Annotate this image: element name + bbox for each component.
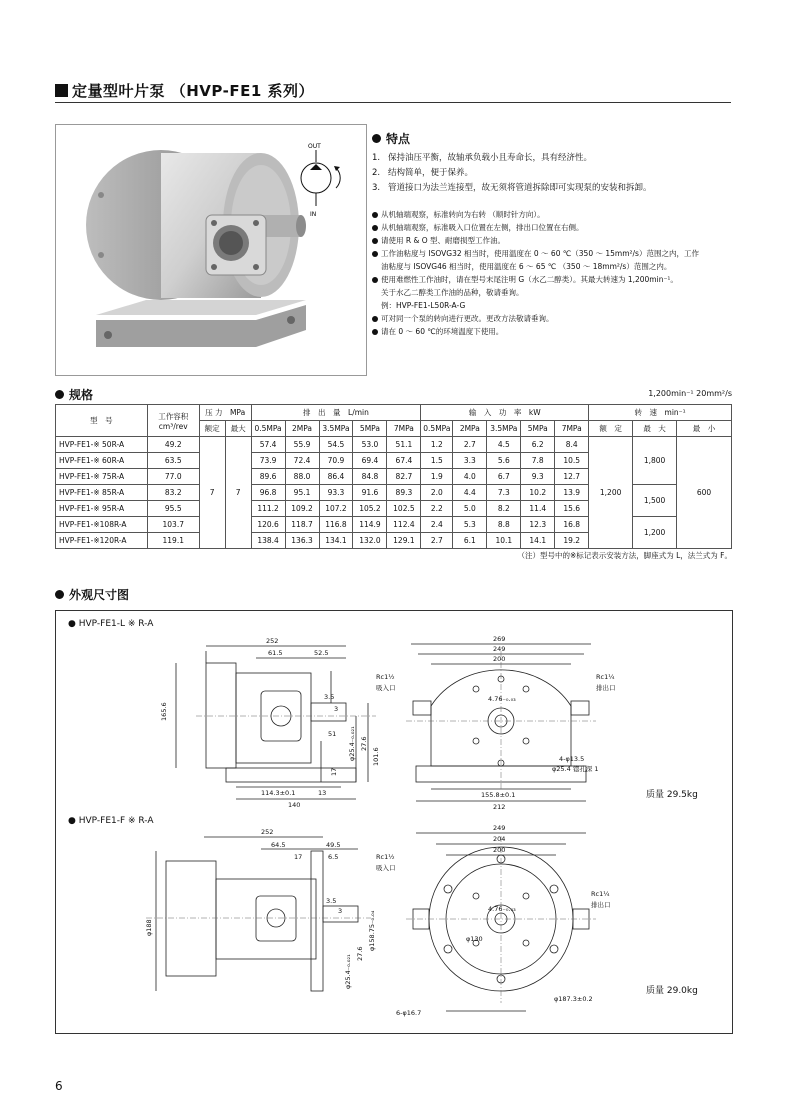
col-press-rated: 额定 <box>199 421 225 437</box>
svg-text:3.5: 3.5 <box>326 897 337 905</box>
table-row: HVP-FE1-※108R-A 103.7 120.6 118.7 116.8 114.9 112.4 2.4 5.3 8.8 12.3 16.8 1,200 <box>56 517 732 533</box>
note-item: 从机轴端观察，标准吸入口位置在左侧，排出口位置在右侧。 <box>372 221 734 234</box>
svg-text:4-φ13.5: 4-φ13.5 <box>559 755 585 763</box>
svg-text:114.3±0.1: 114.3±0.1 <box>261 789 296 797</box>
page-number: 6 <box>55 1079 63 1093</box>
svg-text:52.5: 52.5 <box>314 649 329 657</box>
list-item: 1. 保持油压平衡，故轴承负载小且寿命长，具有经济性。 <box>372 153 593 163</box>
table-row: HVP-FE1-※ 75R-A 77.0 89.6 88.0 86.4 84.8 82.7 1.9 4.0 6.7 9.3 12.7 <box>56 469 732 485</box>
svg-text:IN: IN <box>310 211 317 218</box>
svg-text:17: 17 <box>330 767 338 776</box>
svg-text:249: 249 <box>493 824 506 832</box>
features-list <box>372 151 732 196</box>
svg-text:Rc1¼: Rc1¼ <box>596 673 615 681</box>
pump-symbol <box>288 140 350 220</box>
dimension-drawings <box>55 610 733 1034</box>
svg-text:● HVP-FE1-F ※ R-A: ● HVP-FE1-F ※ R-A <box>68 816 154 826</box>
col-model: 型 号 <box>56 405 148 437</box>
svg-text:6-φ16.7: 6-φ16.7 <box>396 1009 422 1017</box>
col-flow-p: 5MPa <box>353 421 387 437</box>
table-row: HVP-FE1-※ 50R-A 49.2 7 7 57.4 55.9 54.5 53.0 51.1 1.2 2.7 4.5 6.2 8.4 1,200 1,800 600 <box>56 437 732 453</box>
svg-text:质量 29.0kg: 质量 29.0kg <box>646 986 698 996</box>
col-power: 输 入 功 率 kW <box>421 405 589 421</box>
spec-footnote: （注）型号中的※标记表示安装方法，脚座式为 L，法兰式为 F。 <box>517 551 732 560</box>
bullet-icon: ● <box>68 816 76 826</box>
svg-text:64.5: 64.5 <box>271 841 286 849</box>
svg-text:φ158.75₋₀.₀₄: φ158.75₋₀.₀₄ <box>368 910 376 951</box>
note-item: 请在 0 ～ 60 ℃的环境温度下使用。 <box>372 325 734 338</box>
svg-text:排出口: 排出口 <box>591 901 611 909</box>
svg-text:Rc1¼: Rc1¼ <box>591 890 610 898</box>
svg-text:252: 252 <box>266 637 279 645</box>
svg-text:101.6: 101.6 <box>372 747 380 766</box>
table-row: HVP-FE1-※ 60R-A 63.5 73.9 72.4 70.9 69.4 67.4 1.5 3.3 5.6 7.8 10.5 <box>56 453 732 469</box>
spec-table <box>55 404 732 549</box>
col-press-max: 最大 <box>225 421 251 437</box>
svg-text:27.6: 27.6 <box>360 736 368 751</box>
svg-text:φ25.4 锪孔深 1: φ25.4 锪孔深 1 <box>552 765 599 773</box>
svg-text:Rc1½: Rc1½ <box>376 853 395 861</box>
col-flow-p: 2MPa <box>285 421 319 437</box>
col-speed-max: 最 大 <box>633 421 677 437</box>
table-row: HVP-FE1-※ 95R-A 95.5 111.2 109.2 107.2 105.2 102.5 2.2 5.0 8.2 11.4 15.6 <box>56 501 732 517</box>
svg-text:165.6: 165.6 <box>160 702 168 721</box>
bullet-icon <box>55 390 64 399</box>
list-item: 2. 结构简单，便于保养。 <box>372 168 474 178</box>
svg-text:φ187.3±0.2: φ187.3±0.2 <box>554 995 593 1003</box>
svg-text:质量 29.5kg: 质量 29.5kg <box>646 790 698 800</box>
svg-text:吸入口: 吸入口 <box>376 864 396 872</box>
dimensions-heading: 外观尺寸图 <box>55 586 129 603</box>
svg-text:排出口: 排出口 <box>596 684 616 692</box>
svg-text:204: 204 <box>493 835 506 843</box>
svg-text:4.76₋₀.₀₃: 4.76₋₀.₀₃ <box>488 905 516 913</box>
bullet-icon <box>55 590 64 599</box>
note-item-cont: 关于水乙二醇类工作油的品种，敬请垂询。 <box>381 288 524 297</box>
spec-heading: 规格 <box>55 386 93 403</box>
svg-text:27.6: 27.6 <box>356 946 364 961</box>
svg-text:6.5: 6.5 <box>328 853 339 861</box>
list-item: 3. 管道接口为法兰连接型，故无须将管道拆除即可实现泵的安装和拆卸。 <box>372 183 652 193</box>
col-speed-rated: 额 定 <box>589 421 633 437</box>
svg-text:φ25.4₋₀.₀₂₁: φ25.4₋₀.₀₂₁ <box>344 954 352 989</box>
col-pressure: 压 力 MPa <box>199 405 251 421</box>
usage-notes <box>372 208 734 338</box>
col-power-p: 0.5MPa <box>421 421 453 437</box>
col-power-p: 2MPa <box>453 421 487 437</box>
svg-text:OUT: OUT <box>308 143 321 150</box>
col-power-p: 3.5MPa <box>487 421 521 437</box>
spec-condition: 1,200min⁻¹ 20mm²/s <box>648 389 732 398</box>
note-item: 从机轴端观察，标准转向为右转 （顺时针方向）。 <box>372 208 734 221</box>
svg-text:φ188: φ188 <box>145 919 153 936</box>
note-item-cont: 油粘度与 ISOVG46 相当时，使用温度在 6 ～ 65 ℃ （350 ～ 18mm²/s）范围之内。 <box>381 262 672 271</box>
svg-text:3.5: 3.5 <box>324 693 335 701</box>
col-flow-p: 0.5MPa <box>251 421 285 437</box>
note-item: 使用难燃性工作油时，请在型号末尾注明 G（水乙二醇类）。其最大转速为 1,200min⁻¹。 <box>372 273 734 286</box>
svg-text:269: 269 <box>493 635 506 643</box>
svg-text:212: 212 <box>493 803 506 811</box>
table-row: HVP-FE1-※ 85R-A 83.2 96.8 95.1 93.3 91.6 89.3 2.0 4.4 7.3 10.2 13.9 1,500 <box>56 485 732 501</box>
svg-text:17: 17 <box>294 853 303 861</box>
bullet-icon: ● <box>68 619 76 629</box>
col-speed-min: 最 小 <box>677 421 732 437</box>
svg-text:3: 3 <box>338 907 343 915</box>
note-item: 工作油粘度与 ISOVG32 相当时，使用温度在 0 ～ 60 ℃（350 ～ 15mm²/s）范围之内，工作 <box>372 247 734 260</box>
svg-text:140: 140 <box>288 801 301 809</box>
svg-text:200: 200 <box>493 846 506 854</box>
svg-text:4.76₋₀.₀₃: 4.76₋₀.₀₃ <box>488 695 516 703</box>
svg-text:249: 249 <box>493 645 506 653</box>
svg-text:φ25.4₋₀.₀₂₁: φ25.4₋₀.₀₂₁ <box>348 726 356 761</box>
page-title: 定量型叶片泵 （HVP-FE1 系列） <box>55 80 731 103</box>
bullet-icon <box>372 134 381 143</box>
svg-text:51: 51 <box>328 730 337 738</box>
svg-text:吸入口: 吸入口 <box>376 684 396 692</box>
svg-text:φ130: φ130 <box>466 935 483 943</box>
svg-text:200: 200 <box>493 655 506 663</box>
col-speed: 转 速 min⁻¹ <box>589 405 732 421</box>
svg-text:61.5: 61.5 <box>268 649 283 657</box>
svg-text:252: 252 <box>261 828 274 836</box>
col-power-p: 5MPa <box>521 421 555 437</box>
note-item-example: 例：HVP-FE1-L50R-A-G <box>381 301 466 310</box>
col-flow-p: 3.5MPa <box>319 421 353 437</box>
table-row: HVP-FE1-※120R-A 119.1 138.4 136.3 134.1 132.0 129.1 2.7 6.1 10.1 14.1 19.2 <box>56 533 732 549</box>
features-section <box>372 132 732 196</box>
svg-text:155.8±0.1: 155.8±0.1 <box>481 791 516 799</box>
col-flow: 排 出 量 L/min <box>251 405 421 421</box>
title-square-icon <box>55 84 68 97</box>
features-heading: 特点 <box>372 132 732 147</box>
svg-text:● HVP-FE1-L ※ R-A: ● HVP-FE1-L ※ R-A <box>68 619 154 629</box>
note-item: 请使用 R & O 型、耐磨损型工作油。 <box>372 234 734 247</box>
note-item: 可对同一个泵的转向进行更改。更改方法敬请垂询。 <box>372 312 734 325</box>
svg-text:Rc1½: Rc1½ <box>376 673 395 681</box>
svg-text:3: 3 <box>334 705 339 713</box>
svg-text:13: 13 <box>318 789 327 797</box>
col-power-p: 7MPa <box>555 421 589 437</box>
dimension-drawing-svg <box>56 611 732 1033</box>
col-displacement: 工作容积 cm³/rev <box>147 405 199 437</box>
svg-text:49.5: 49.5 <box>326 841 341 849</box>
col-flow-p: 7MPa <box>387 421 421 437</box>
